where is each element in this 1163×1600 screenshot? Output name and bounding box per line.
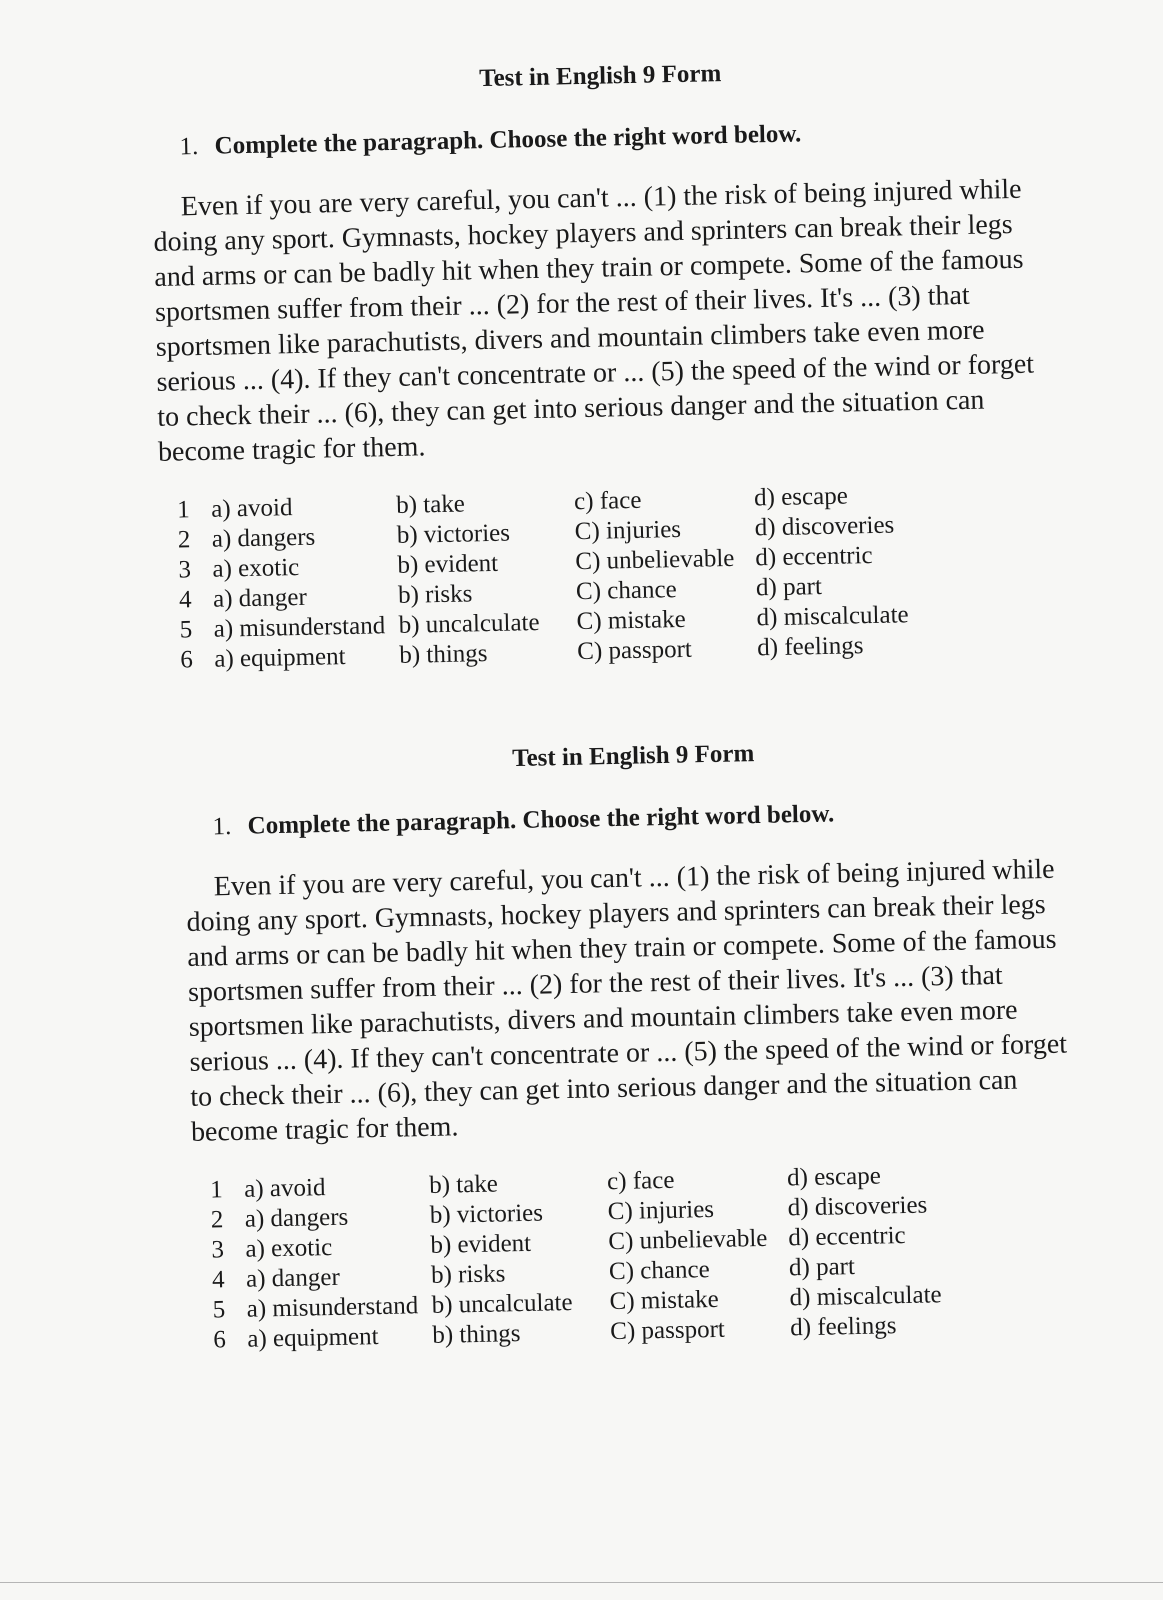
option-d: d) feelings xyxy=(789,1312,897,1342)
test-block-1 xyxy=(150,52,1042,676)
option-c: C) passport xyxy=(576,635,693,666)
test-block-2 xyxy=(183,732,1075,1356)
option-c: C) unbelievable xyxy=(575,544,735,576)
exercise-paragraph: Even if you are very careful, you can't ... (1) the risk of being injured while doing any sport. Gymnasts, hockey players and sprinters can break their legs and arms or can be badly hit when they train or compete. Some of the famous sportsmen suffer from their ... (2) for the rest of their lives. It's ... (3) that sportsmen like parachutists, divers and mountain climbers take even more serious ... (4). If they can't concentrate or ... (5) the speed of the wind or forget to check their ... (6), they can get into serious danger and the situation can become tragic for them. xyxy=(186,853,1068,1148)
option-c: C) mistake xyxy=(609,1285,719,1316)
option-number: 3 xyxy=(178,556,192,584)
option-c: C) injuries xyxy=(607,1195,715,1226)
option-a: a) dangers xyxy=(211,523,316,553)
option-number: 5 xyxy=(212,1296,226,1324)
option-b: b) risks xyxy=(430,1260,506,1289)
option-c: C) unbelievable xyxy=(608,1224,768,1256)
option-c: C) mistake xyxy=(576,605,686,636)
option-d: d) escape xyxy=(786,1162,882,1192)
option-b: b) uncalculate xyxy=(431,1288,573,1319)
option-a: a) equipment xyxy=(247,1323,379,1353)
option-d: d) feelings xyxy=(756,632,864,662)
option-c: C) passport xyxy=(609,1315,726,1346)
option-c: c) face xyxy=(606,1166,675,1196)
task-instruction: Complete the paragraph. Choose the right word below. xyxy=(214,120,802,160)
option-number: 4 xyxy=(211,1266,225,1294)
option-number: 6 xyxy=(213,1326,227,1354)
option-d: d) eccentric xyxy=(755,541,873,572)
option-b: b) risks xyxy=(397,580,473,609)
option-b: b) things xyxy=(399,640,488,669)
option-a: a) avoid xyxy=(243,1174,326,1203)
option-b: b) evident xyxy=(397,549,499,579)
option-number: 3 xyxy=(211,1236,225,1264)
task-heading xyxy=(179,114,1031,164)
task-heading xyxy=(212,794,1064,844)
option-b: b) victories xyxy=(396,519,511,549)
option-a: a) misunderstand xyxy=(246,1292,419,1323)
exercise-paragraph: Even if you are very careful, you can't ... (1) the risk of being injured while doing any sport. Gymnasts, hockey players and sprinters can break their legs and arms or can be badly hit when they train or compete. Some of the famous sportsmen suffer from their ... (2) for the rest of their lives. It's ... (3) that sportsmen like parachutists, divers and mountain climbers take even more serious ... (4). If they can't concentrate or ... (5) the speed of the wind or forget to check their ... (6), they can get into serious danger and the situation can become tragic for them. xyxy=(153,173,1035,468)
option-number: 2 xyxy=(177,526,191,554)
option-d: d) part xyxy=(788,1253,856,1282)
option-a: a) danger xyxy=(245,1263,341,1293)
test-title: Test in English 9 Form xyxy=(511,740,755,773)
option-a: a) equipment xyxy=(214,643,346,673)
option-c: c) face xyxy=(573,486,642,516)
option-a: a) exotic xyxy=(212,553,300,583)
answer-options xyxy=(210,1157,1076,1355)
task-number: 1. xyxy=(212,813,232,841)
task-number: 1. xyxy=(179,133,199,161)
option-d: d) discoveries xyxy=(754,511,895,542)
option-d: d) miscalculate xyxy=(789,1281,942,1312)
option-c: C) chance xyxy=(608,1256,710,1286)
option-b: b) take xyxy=(395,490,466,519)
option-number: 6 xyxy=(180,646,194,674)
option-c: C) injuries xyxy=(574,515,682,546)
option-a: a) dangers xyxy=(244,1203,349,1233)
option-number: 1 xyxy=(209,1176,224,1204)
option-a: a) avoid xyxy=(210,494,293,523)
option-b: b) take xyxy=(428,1170,499,1199)
option-b: b) uncalculate xyxy=(398,608,540,639)
answer-options xyxy=(177,477,1043,675)
option-a: a) danger xyxy=(212,583,308,613)
option-b: b) victories xyxy=(429,1199,544,1229)
task-instruction: Complete the paragraph. Choose the right word below. xyxy=(247,800,835,840)
option-b: b) things xyxy=(432,1320,521,1349)
option-number: 2 xyxy=(210,1206,224,1234)
option-d: d) discoveries xyxy=(787,1191,928,1222)
page-bottom-divider xyxy=(0,1582,1163,1583)
option-number: 5 xyxy=(179,616,193,644)
option-d: d) eccentric xyxy=(788,1221,906,1252)
option-a: a) exotic xyxy=(245,1233,333,1263)
option-b: b) evident xyxy=(430,1229,532,1259)
option-number: 4 xyxy=(178,586,192,614)
option-d: d) miscalculate xyxy=(756,601,909,632)
option-a: a) misunderstand xyxy=(213,612,386,643)
option-c: C) chance xyxy=(575,576,677,606)
option-number: 1 xyxy=(176,496,191,524)
test-title: Test in English 9 Form xyxy=(478,60,722,93)
option-d: d) escape xyxy=(753,482,849,512)
option-d: d) part xyxy=(755,573,823,602)
